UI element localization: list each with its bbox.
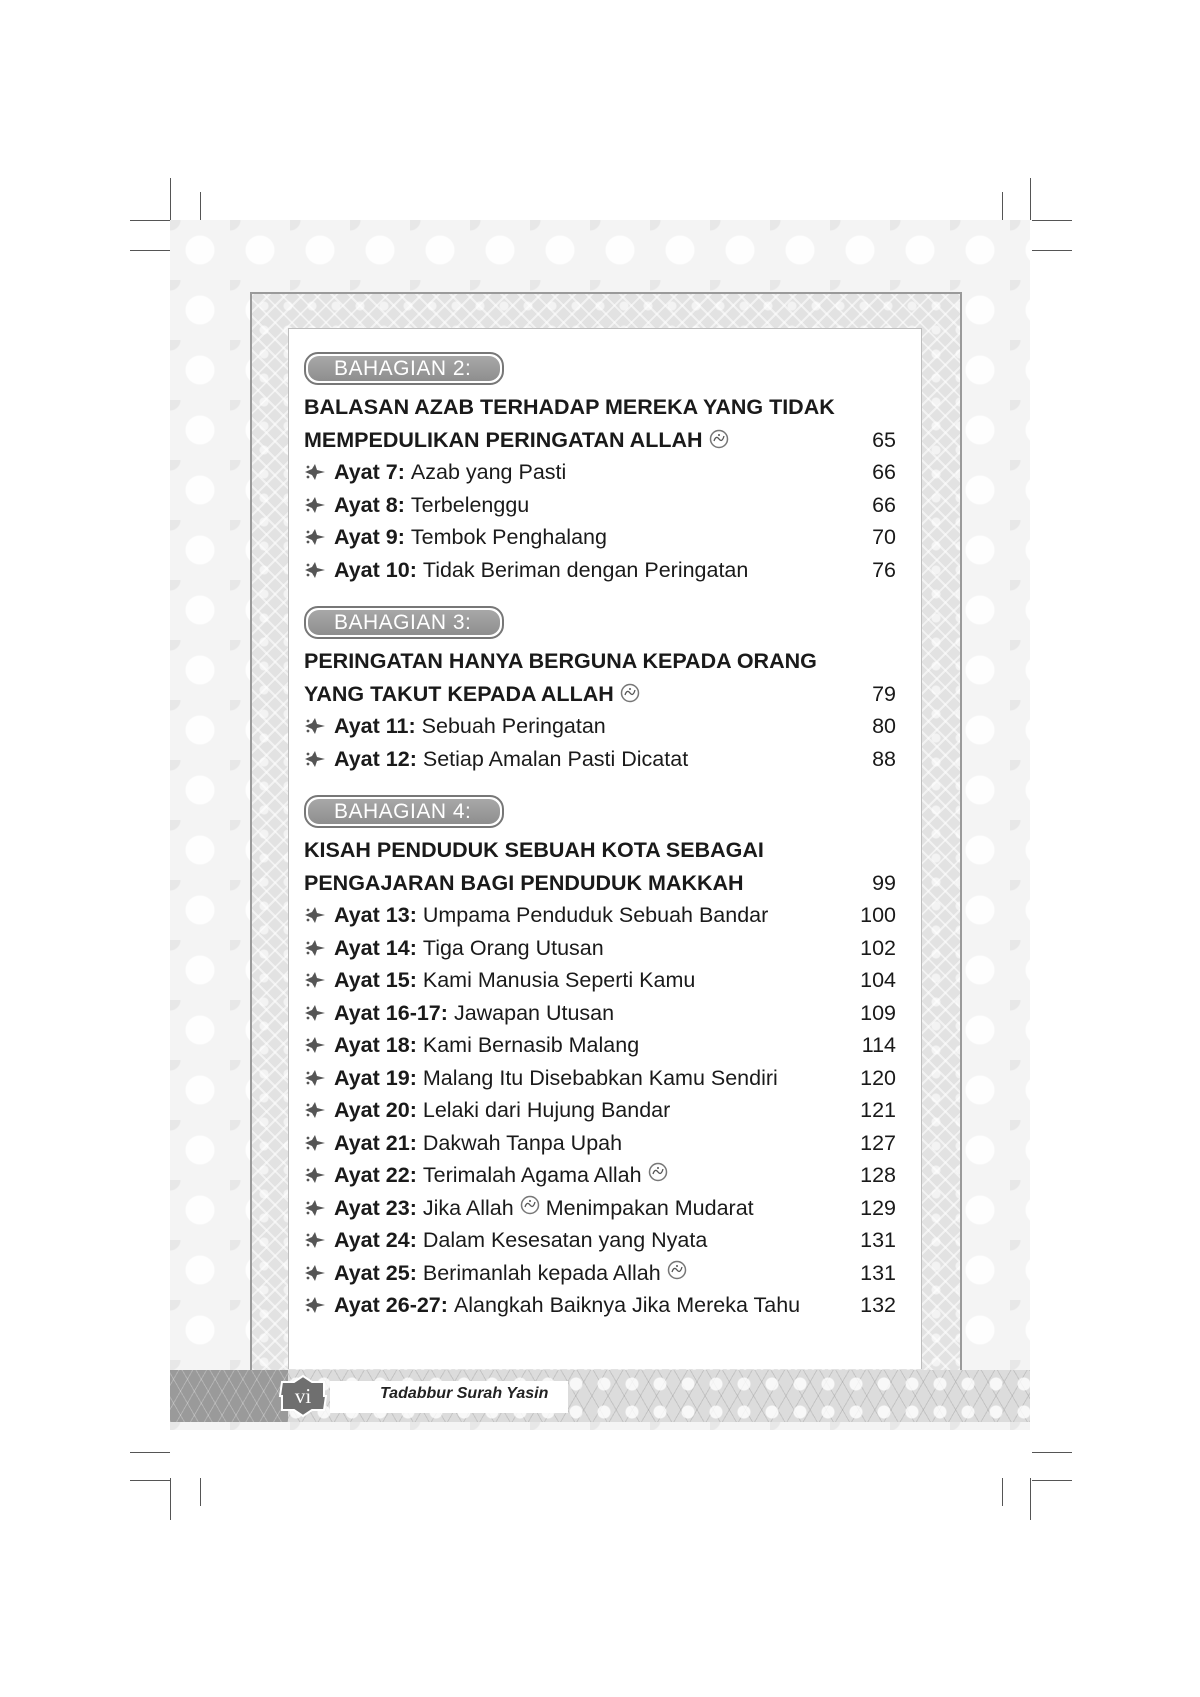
page-number: 114 bbox=[861, 1033, 896, 1057]
fleuron-bullet-icon bbox=[304, 939, 326, 957]
toc-section-2 bbox=[304, 352, 896, 586]
toc-entry[interactable] bbox=[304, 899, 896, 932]
crop-mark bbox=[1030, 178, 1031, 220]
fleuron-bullet-icon bbox=[304, 1004, 326, 1022]
section-badge-label: BAHAGIAN 4: bbox=[308, 799, 500, 824]
ayat-label: Ayat 25: bbox=[334, 1260, 417, 1285]
entry-title: Lelaki dari Hujung Bandar bbox=[422, 1098, 671, 1122]
section-title-text: MEMPEDULIKAN PERINGATAN ALLAH bbox=[304, 427, 703, 452]
entry-title: Umpama Penduduk Sebuah Bandar bbox=[422, 903, 769, 927]
page-number: 66 bbox=[872, 492, 896, 517]
ayat-label: Ayat 12: bbox=[334, 746, 417, 771]
entry-title: Sebuah Peringatan bbox=[421, 714, 606, 738]
footer-page-number: vi bbox=[294, 1384, 312, 1408]
fleuron-bullet-icon bbox=[304, 1036, 326, 1054]
crop-mark bbox=[130, 220, 170, 221]
fleuron-bullet-icon bbox=[304, 561, 326, 579]
page-number: 102 bbox=[860, 935, 896, 960]
page-number: 88 bbox=[872, 746, 896, 771]
toc-entry[interactable] bbox=[304, 743, 896, 776]
toc-entry[interactable] bbox=[304, 1289, 896, 1322]
ayat-label: Ayat 8: bbox=[334, 492, 405, 517]
footer-dark-pattern bbox=[170, 1370, 288, 1422]
fleuron-bullet-icon bbox=[304, 1231, 326, 1249]
entry-title: Berimanlah kepada Allah bbox=[422, 1260, 661, 1285]
salawat-seal-icon bbox=[520, 1195, 540, 1215]
entry-title: Terbelenggu bbox=[410, 492, 530, 517]
ayat-label: Ayat 20: bbox=[334, 1098, 417, 1122]
page-number: 70 bbox=[872, 525, 896, 549]
fleuron-bullet-icon bbox=[304, 971, 326, 989]
toc-entry[interactable] bbox=[304, 1127, 896, 1160]
page-number: 104 bbox=[860, 968, 896, 992]
toc-section-4 bbox=[304, 795, 896, 1322]
fleuron-bullet-icon bbox=[304, 1134, 326, 1152]
ayat-label: Ayat 22: bbox=[334, 1163, 417, 1187]
toc-entry[interactable] bbox=[304, 554, 896, 587]
crop-mark bbox=[200, 1478, 201, 1506]
salawat-seal-icon bbox=[667, 1260, 687, 1280]
crop-mark bbox=[130, 250, 170, 251]
toc-entry[interactable] bbox=[304, 1224, 896, 1257]
toc-entry[interactable] bbox=[304, 489, 896, 522]
crop-mark bbox=[130, 1452, 170, 1453]
page-number: 121 bbox=[860, 1098, 896, 1122]
fleuron-bullet-icon bbox=[304, 1069, 326, 1087]
toc-entry[interactable] bbox=[304, 1062, 896, 1095]
crop-mark bbox=[1032, 220, 1072, 221]
salawat-seal-icon bbox=[648, 1162, 668, 1182]
toc-section-3 bbox=[304, 606, 896, 775]
page-number: 131 bbox=[860, 1228, 896, 1252]
section-title-text: KISAH PENDUDUK SEBUAH KOTA SEBAGAI bbox=[304, 838, 764, 862]
section-title-line[interactable] bbox=[304, 424, 896, 457]
crop-mark bbox=[1002, 1478, 1003, 1506]
fleuron-bullet-icon bbox=[304, 1296, 326, 1314]
fleuron-bullet-icon bbox=[304, 1101, 326, 1119]
crop-mark bbox=[1032, 1452, 1072, 1453]
section-title-line bbox=[304, 391, 896, 424]
entry-title-continued: Menimpakan Mudarat bbox=[545, 1195, 754, 1220]
crop-mark bbox=[130, 1480, 170, 1481]
page-number: 120 bbox=[860, 1065, 896, 1090]
page-number: 76 bbox=[872, 557, 896, 582]
crop-mark bbox=[200, 192, 201, 220]
fleuron-bullet-icon bbox=[304, 1166, 326, 1184]
crop-mark bbox=[1002, 192, 1003, 220]
crop-mark bbox=[1032, 1480, 1072, 1481]
ayat-label: Ayat 10: bbox=[334, 557, 417, 582]
fleuron-bullet-icon bbox=[304, 528, 326, 546]
fleuron-bullet-icon bbox=[304, 463, 326, 481]
entry-title: Dakwah Tanpa Upah bbox=[422, 1130, 623, 1155]
entry-title: Alangkah Baiknya Jika Mereka Tahu bbox=[453, 1293, 801, 1317]
section-title-text: PENGAJARAN BAGI PENDUDUK MAKKAH bbox=[304, 870, 744, 895]
fleuron-bullet-icon bbox=[304, 750, 326, 768]
page-number: 129 bbox=[860, 1195, 896, 1220]
section-title-line[interactable] bbox=[304, 867, 896, 900]
ayat-label: Ayat 7: bbox=[334, 460, 405, 484]
ayat-label: Ayat 18: bbox=[334, 1033, 417, 1057]
section-title-text: YANG TAKUT KEPADA ALLAH bbox=[304, 681, 614, 706]
ayat-label: Ayat 11: bbox=[334, 714, 416, 738]
toc-entry[interactable] bbox=[304, 932, 896, 965]
crop-mark bbox=[170, 1478, 171, 1520]
entry-title: Azab yang Pasti bbox=[410, 460, 567, 484]
table-of-contents bbox=[304, 352, 896, 1342]
section-badge bbox=[304, 795, 504, 828]
toc-entry[interactable] bbox=[304, 1192, 896, 1225]
ayat-label: Ayat 14: bbox=[334, 935, 417, 960]
entry-title: Tiga Orang Utusan bbox=[422, 935, 604, 960]
section-badge-label: BAHAGIAN 3: bbox=[308, 610, 500, 635]
section-title-line bbox=[304, 645, 896, 678]
crop-mark bbox=[170, 178, 171, 220]
salawat-seal-icon bbox=[620, 683, 640, 703]
section-badge bbox=[304, 352, 504, 385]
crop-mark bbox=[1030, 1478, 1031, 1520]
entry-title: Malang Itu Disebabkan Kamu Sendiri bbox=[422, 1065, 778, 1090]
page-number: 127 bbox=[860, 1130, 896, 1155]
ayat-label: Ayat 23: bbox=[334, 1195, 417, 1220]
entry-title: Setiap Amalan Pasti Dicatat bbox=[422, 746, 689, 771]
toc-entry[interactable] bbox=[304, 710, 896, 743]
salawat-seal-icon bbox=[709, 429, 729, 449]
toc-entry[interactable] bbox=[304, 1257, 896, 1290]
section-title-line bbox=[304, 834, 896, 867]
entry-title: Jika Allah bbox=[422, 1195, 514, 1220]
entry-title: Tidak Beriman dengan Peringatan bbox=[422, 557, 749, 582]
toc-entry[interactable] bbox=[304, 997, 896, 1030]
toc-entry[interactable] bbox=[304, 1094, 896, 1127]
toc-entry[interactable] bbox=[304, 964, 896, 997]
section-title-text: PERINGATAN HANYA BERGUNA KEPADA ORANG bbox=[304, 649, 817, 673]
toc-entry[interactable] bbox=[304, 521, 896, 554]
page-number: 66 bbox=[872, 460, 896, 484]
entry-title: Dalam Kesesatan yang Nyata bbox=[422, 1228, 708, 1252]
page-number: 109 bbox=[860, 1000, 896, 1025]
footer-book-title: Tadabbur Surah Yasin bbox=[380, 1385, 549, 1402]
crop-mark bbox=[1032, 250, 1072, 251]
entry-title: Kami Manusia Seperti Kamu bbox=[422, 968, 696, 992]
toc-entry[interactable] bbox=[304, 456, 896, 489]
ayat-label: Ayat 24: bbox=[334, 1228, 417, 1252]
section-title-line[interactable] bbox=[304, 678, 896, 711]
toc-entry[interactable] bbox=[304, 1159, 896, 1192]
entry-title: Tembok Penghalang bbox=[410, 525, 607, 549]
page-number: 79 bbox=[872, 681, 896, 706]
fleuron-bullet-icon bbox=[304, 496, 326, 514]
fleuron-bullet-icon bbox=[304, 717, 326, 735]
entry-title: Jawapan Utusan bbox=[453, 1000, 615, 1025]
fleuron-bullet-icon bbox=[304, 1264, 326, 1282]
page-number: 65 bbox=[872, 427, 896, 452]
ayat-label: Ayat 13: bbox=[334, 903, 417, 927]
section-title-text: BALASAN AZAB TERHADAP MEREKA YANG TIDAK bbox=[304, 395, 835, 419]
ayat-label: Ayat 9: bbox=[334, 525, 405, 549]
ayat-label: Ayat 26-27: bbox=[334, 1293, 448, 1317]
fleuron-bullet-icon bbox=[304, 906, 326, 924]
ayat-label: Ayat 16-17: bbox=[334, 1000, 448, 1025]
page-number: 80 bbox=[872, 714, 896, 738]
ayat-label: Ayat 21: bbox=[334, 1130, 417, 1155]
toc-entry[interactable] bbox=[304, 1029, 896, 1062]
page-number: 128 bbox=[860, 1163, 896, 1187]
page-number: 100 bbox=[860, 903, 896, 927]
section-badge bbox=[304, 606, 504, 639]
ayat-label: Ayat 15: bbox=[334, 968, 417, 992]
entry-title: Terimalah Agama Allah bbox=[422, 1163, 642, 1187]
page-number: 132 bbox=[860, 1293, 896, 1317]
fleuron-bullet-icon bbox=[304, 1199, 326, 1217]
ayat-label: Ayat 19: bbox=[334, 1065, 417, 1090]
entry-title: Kami Bernasib Malang bbox=[422, 1033, 640, 1057]
page-number: 131 bbox=[860, 1260, 896, 1285]
page-number: 99 bbox=[872, 870, 896, 895]
section-badge-label: BAHAGIAN 2: bbox=[308, 356, 500, 381]
